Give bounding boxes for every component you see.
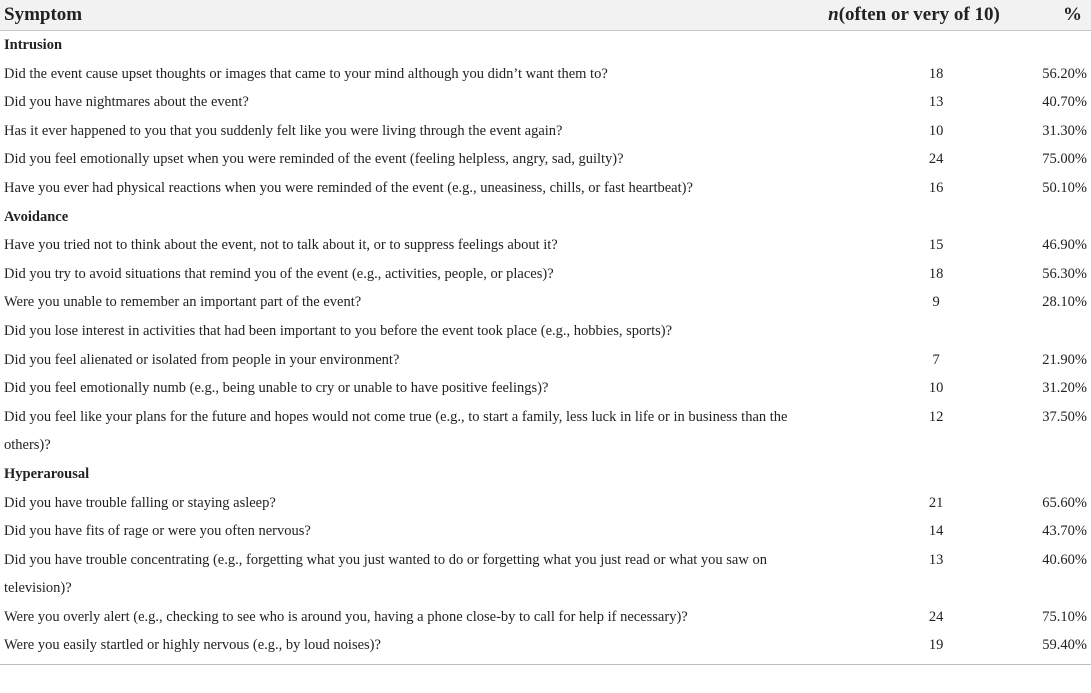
section-label: Intrusion [4,37,63,53]
table-row [0,631,1091,660]
n-cell: 24 [928,608,944,625]
percent-cell: 75.00% [1042,151,1087,168]
percent-cell: 65.60% [1042,494,1087,511]
header-n-rest: (often or very of 10) [838,4,1000,25]
section-label: Hyperarousal [4,465,90,482]
header-percent: % [1063,4,1082,25]
n-cell: 18 [928,265,944,282]
percent-cell: 56.20% [1042,65,1087,82]
percent-cell: 59.40% [1042,637,1087,654]
symptom-cell: Were you easily startled or highly nervous (e.g., by loud noises)? [4,637,381,654]
symptom-cell: Were you unable to remember an important part of the event? [4,294,362,311]
symptom-cell: Did you feel emotionally numb (e.g., being unable to cry or unable to have positive feelings)? [4,380,549,397]
symptom-cell: Have you tried not to think about the event, not to talk about it, or to suppress feelings about it? [4,237,558,254]
percent-cell: 28.10% [1042,294,1087,311]
percent-cell: 40.60% [1042,551,1087,568]
table-row [0,517,1091,546]
n-cell: 13 [928,94,944,111]
symptom-cell: Did you feel emotionally upset when you were reminded of the event (feeling helpless, angry, sad, guilty)? [4,151,624,168]
percent-cell: 31.20% [1042,380,1087,397]
table-row [0,546,1091,603]
symptom-cell: Were you overly alert (e.g., checking to see who is around you, having a phone close-by to call for help if necessary)? [4,608,688,625]
table-header [0,0,1091,31]
percent-cell: 40.70% [1042,94,1087,111]
n-cell: 13 [928,551,944,568]
symptom-cell: Did you have nightmares about the event? [4,94,249,111]
percent-cell: 50.10% [1042,179,1087,196]
n-cell: 10 [928,380,944,397]
table-body [0,31,1091,660]
n-cell: 10 [928,122,944,139]
symptom-cell: Did the event cause upset thoughts or images that came to your mind although you didn’t want them to? [4,65,608,82]
header-n [804,4,1024,26]
n-cell: 12 [928,408,944,425]
symptom-cell: Has it ever happened to you that you suddenly felt like you were living through the event again? [4,122,563,139]
percent-cell: 31.30% [1042,122,1087,139]
section-label: Avoidance [4,208,69,225]
n-cell: 18 [928,65,944,82]
symptom-cell: Did you try to avoid situations that remind you of the event (e.g., activities, people, or places)? [4,265,554,282]
table-row [0,174,1091,203]
section-row [0,31,1091,60]
section-row [0,460,1091,489]
table-row [0,288,1091,317]
n-cell: 15 [928,237,944,254]
table-row [0,88,1091,117]
symptom-cell: Did you feel like your plans for the future and hopes would not come true (e.g., to start a family, less luck in life or in business than the others)? [4,408,788,454]
n-cell: 16 [928,179,944,196]
table-row [0,603,1091,632]
n-cell: 9 [932,294,940,311]
percent-cell: 37.50% [1042,408,1087,425]
n-cell: 21 [928,494,944,511]
table-row [0,317,1091,346]
symptom-cell: Did you have fits of rage or were you often nervous? [4,523,311,540]
table-row [0,346,1091,375]
symptom-cell: Did you have trouble concentrating (e.g., forgetting what you just wanted to do or forgetting what you just read or what you saw on television)? [4,551,767,597]
percent-cell: 43.70% [1042,523,1087,540]
section-row [0,203,1091,232]
symptom-cell: Did you feel alienated or isolated from people in your environment? [4,351,400,368]
symptom-cell: Have you ever had physical reactions when you were reminded of the event (e.g., uneasiness, chills, or fast heartbeat)? [4,179,693,196]
table-row [0,374,1091,403]
header-n-italic: n [828,4,839,25]
table-bottom-rule [0,664,1091,665]
percent-cell: 21.90% [1042,351,1087,368]
n-cell: 7 [932,351,940,368]
symptom-cell: Did you have trouble falling or staying asleep? [4,494,276,511]
percent-cell: 75.10% [1042,608,1087,625]
table-row [0,489,1091,518]
percent-cell: 46.90% [1042,237,1087,254]
table-row [0,60,1091,89]
n-cell: 24 [928,151,944,168]
n-cell: 19 [928,637,944,654]
symptom-cell: Did you lose interest in activities that had been important to you before the event took place (e.g., hobbies, sports)? [4,322,673,339]
n-cell: 14 [928,523,944,540]
table-row [0,403,1091,460]
table-row [0,117,1091,146]
table-row [0,231,1091,260]
percent-cell: 56.30% [1042,265,1087,282]
table-row [0,145,1091,174]
header-symptom: Symptom [4,4,83,25]
table-row [0,260,1091,289]
